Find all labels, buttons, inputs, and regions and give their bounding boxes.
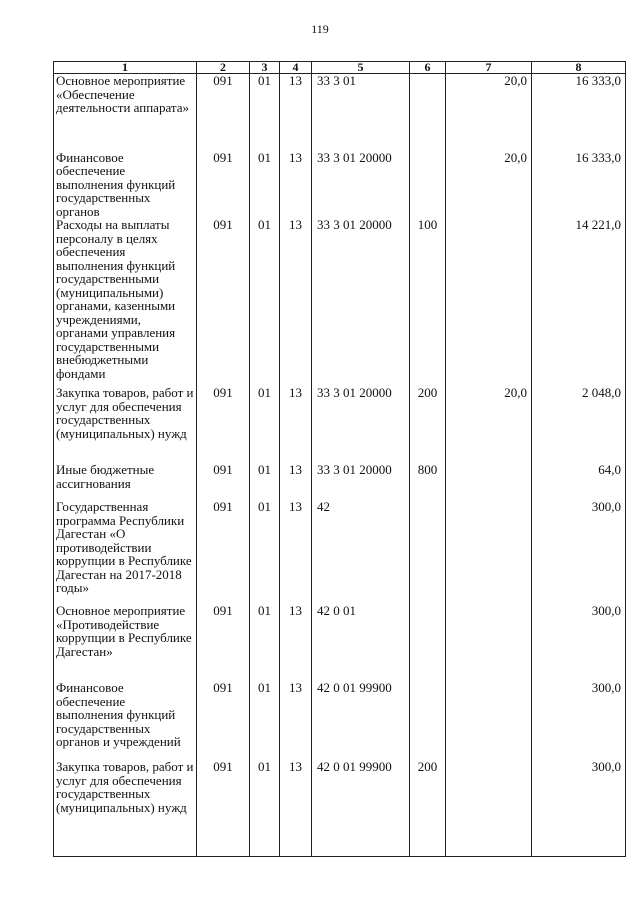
cell-c5: 42 0 01 99900	[312, 681, 410, 760]
cell-c7	[446, 218, 532, 386]
header-col-7: 7	[446, 62, 532, 74]
row-name: Закупка товаров, работ и услуг для обеспечения государственных (муниципальных) нужд	[54, 760, 197, 856]
row-name: Государственная программа Республики Дагестан «О противодействии коррупции в Республике Дагестан на 2017-2018 годы»	[54, 500, 197, 604]
table-row	[54, 760, 626, 856]
cell-c2: 091	[197, 760, 250, 856]
cell-c6	[410, 604, 446, 681]
cell-c2: 091	[197, 463, 250, 500]
table-row	[54, 218, 626, 386]
cell-c6: 800	[410, 463, 446, 500]
cell-c6	[410, 74, 446, 151]
row-name: Иные бюджетные ассигнования	[54, 463, 197, 500]
cell-c6	[410, 500, 446, 604]
cell-c8: 16 333,0	[532, 151, 626, 219]
cell-c4: 13	[280, 74, 312, 151]
cell-c3: 01	[250, 760, 280, 856]
cell-c2: 091	[197, 218, 250, 386]
cell-c8: 14 221,0	[532, 218, 626, 386]
cell-c7	[446, 463, 532, 500]
table-row	[54, 386, 626, 463]
page-number: 119	[311, 22, 329, 36]
cell-c6: 100	[410, 218, 446, 386]
cell-c7: 20,0	[446, 74, 532, 151]
header-col-5: 5	[312, 62, 410, 74]
cell-c7	[446, 681, 532, 760]
table-row	[54, 604, 626, 681]
table-row	[54, 74, 626, 151]
row-name: Основное мероприятие «Противодействие коррупции в Республике Дагестан»	[54, 604, 197, 681]
cell-c8: 300,0	[532, 500, 626, 604]
cell-c7: 20,0	[446, 151, 532, 219]
row-name: Финансовое обеспечение выполнения функций государственных органов	[54, 151, 197, 219]
table-row	[54, 463, 626, 500]
table-row	[54, 151, 626, 219]
budget-table	[53, 61, 626, 857]
cell-c5: 33 3 01 20000	[312, 218, 410, 386]
cell-c3: 01	[250, 218, 280, 386]
header-col-1: 1	[54, 62, 197, 74]
cell-c5: 42 0 01	[312, 604, 410, 681]
header-col-8: 8	[532, 62, 626, 74]
cell-c2: 091	[197, 74, 250, 151]
row-name: Основное мероприятие «Обеспечение деятельности аппарата»	[54, 74, 197, 151]
cell-c8: 300,0	[532, 604, 626, 681]
cell-c2: 091	[197, 681, 250, 760]
cell-c8: 300,0	[532, 681, 626, 760]
cell-c3: 01	[250, 386, 280, 463]
cell-c7: 20,0	[446, 386, 532, 463]
cell-c3: 01	[250, 500, 280, 604]
cell-c3: 01	[250, 74, 280, 151]
cell-c6: 200	[410, 760, 446, 856]
cell-c4: 13	[280, 463, 312, 500]
cell-c4: 13	[280, 386, 312, 463]
cell-c4: 13	[280, 218, 312, 386]
cell-c5: 42	[312, 500, 410, 604]
cell-c3: 01	[250, 604, 280, 681]
cell-c5: 33 3 01 20000	[312, 463, 410, 500]
cell-c8: 2 048,0	[532, 386, 626, 463]
cell-c3: 01	[250, 681, 280, 760]
cell-c3: 01	[250, 463, 280, 500]
cell-c2: 091	[197, 386, 250, 463]
cell-c5: 33 3 01 20000	[312, 151, 410, 219]
cell-c2: 091	[197, 151, 250, 219]
cell-c4: 13	[280, 760, 312, 856]
cell-c6	[410, 681, 446, 760]
row-name: Финансовое обеспечение выполнения функций государственных органов и учреждений	[54, 681, 197, 760]
cell-c4: 13	[280, 604, 312, 681]
header-row	[54, 62, 626, 74]
cell-c4: 13	[280, 500, 312, 604]
cell-c7	[446, 760, 532, 856]
cell-c8: 16 333,0	[532, 74, 626, 151]
header-col-3: 3	[250, 62, 280, 74]
table-row	[54, 681, 626, 760]
header-col-2: 2	[197, 62, 250, 74]
cell-c2: 091	[197, 500, 250, 604]
row-name: Расходы на выплаты персоналу в целях обеспечения выполнения функций государственными (муниципальными) органами, казенными учреждениями, органами управления государственными внебюджетными фондами	[54, 218, 197, 386]
cell-c8: 64,0	[532, 463, 626, 500]
cell-c4: 13	[280, 151, 312, 219]
row-name: Закупка товаров, работ и услуг для обеспечения государственных (муниципальных) нужд	[54, 386, 197, 463]
cell-c6	[410, 151, 446, 219]
cell-c8: 300,0	[532, 760, 626, 856]
cell-c5: 33 3 01 20000	[312, 386, 410, 463]
cell-c5: 42 0 01 99900	[312, 760, 410, 856]
cell-c2: 091	[197, 604, 250, 681]
cell-c3: 01	[250, 151, 280, 219]
cell-c6: 200	[410, 386, 446, 463]
cell-c5: 33 3 01	[312, 74, 410, 151]
table-row	[54, 500, 626, 604]
cell-c4: 13	[280, 681, 312, 760]
header-col-4: 4	[280, 62, 312, 74]
header-col-6: 6	[410, 62, 446, 74]
cell-c7	[446, 500, 532, 604]
cell-c7	[446, 604, 532, 681]
